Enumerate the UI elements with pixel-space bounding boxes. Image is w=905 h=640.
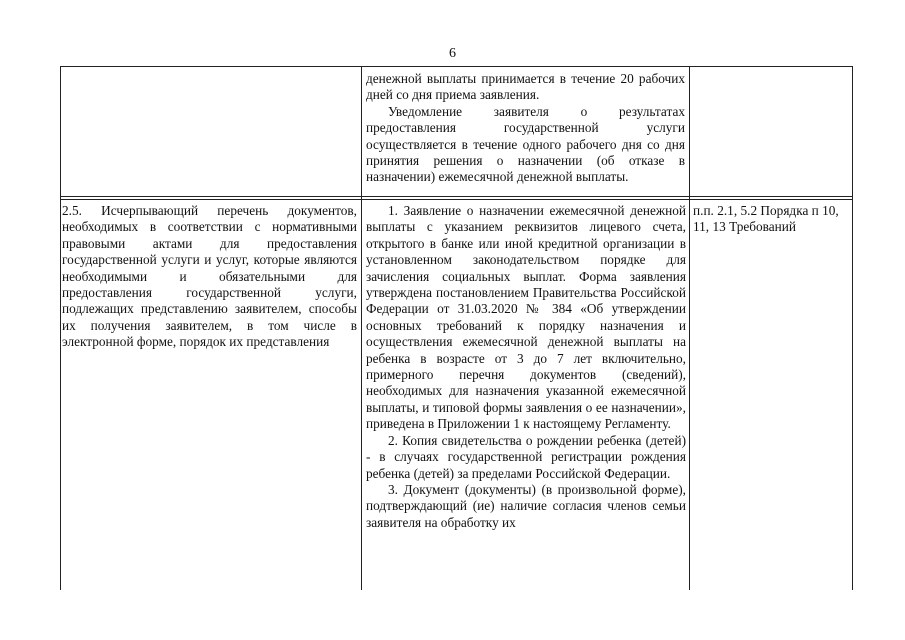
row-separator: [60, 196, 853, 197]
row-2-5-description: [62, 203, 357, 351]
content-paragraph: 1. Заявление о назначении ежемесячной денежной выплаты с указанием реквизитов лицевого счета, открытого в банке или иной кредитной организации в установленном законодательством порядке для зачисления социальных выплат. Форма заявления утверждена постановлением Правительства Российской Федерации от 31.03.2020 № 384 «Об утверждении основных требований к порядку назначения и осуществления ежемесячной денежной выплаты на ребенка в возрасте от 3 до 7 лет включительно, примерного перечня документов (сведений), необходимых для назначения указанной ежемесячной выплаты, и типовой формы заявления о ее назначении», приведена в Приложении 1 к настоящему Регламенту.: [366, 203, 686, 432]
row-2-5-content: [366, 203, 686, 531]
continued-row-content: [366, 71, 685, 186]
table-border-left: [60, 66, 61, 590]
reference-text: п.п. 2.1, 5.2 Порядка п 10, 11, 13 Требований: [693, 203, 839, 235]
content-paragraph: Уведомление заявителя о результатах предоставления государственной услуги осуществляется в течение одного рабочего дня со дня принятия решения о назначении (об отказе в назначении) ежемесячной денежной выплаты.: [366, 103, 685, 185]
content-paragraph: 2. Копия свидетельства о рождении ребенка (детей) - в случаях государственной регистрации рождения ребенка (детей) за пределами Российской Федерации.: [366, 432, 686, 481]
table-divider-col-1: [361, 66, 362, 590]
page-number: 6: [449, 46, 456, 61]
table-top-rule: [60, 66, 853, 67]
row-2-5-reference: [693, 203, 849, 236]
table-divider-col-2: [689, 66, 690, 590]
table-border-right: [852, 66, 853, 590]
row-separator-2: [60, 199, 853, 200]
content-paragraph: денежной выплаты принимается в течение 20 рабочих дней со дня приема заявления.: [366, 71, 685, 103]
content-paragraph: 3. Документ (документы) (в произвольной форме), подтверждающий (ие) наличие согласия членов семьи заявителя на обработку их: [366, 481, 686, 530]
description-text: 2.5. Исчерпывающий перечень документов, необходимых в соответствии с нормативными правовыми актами для предоставления государственной услуги и услуг, которые являются необходимыми и обязательными для предоставления государственной услуги, подлежащих представлению заявителем, способы их получения заявителем, в том числе в электронной форме, порядок их представления: [62, 203, 357, 350]
